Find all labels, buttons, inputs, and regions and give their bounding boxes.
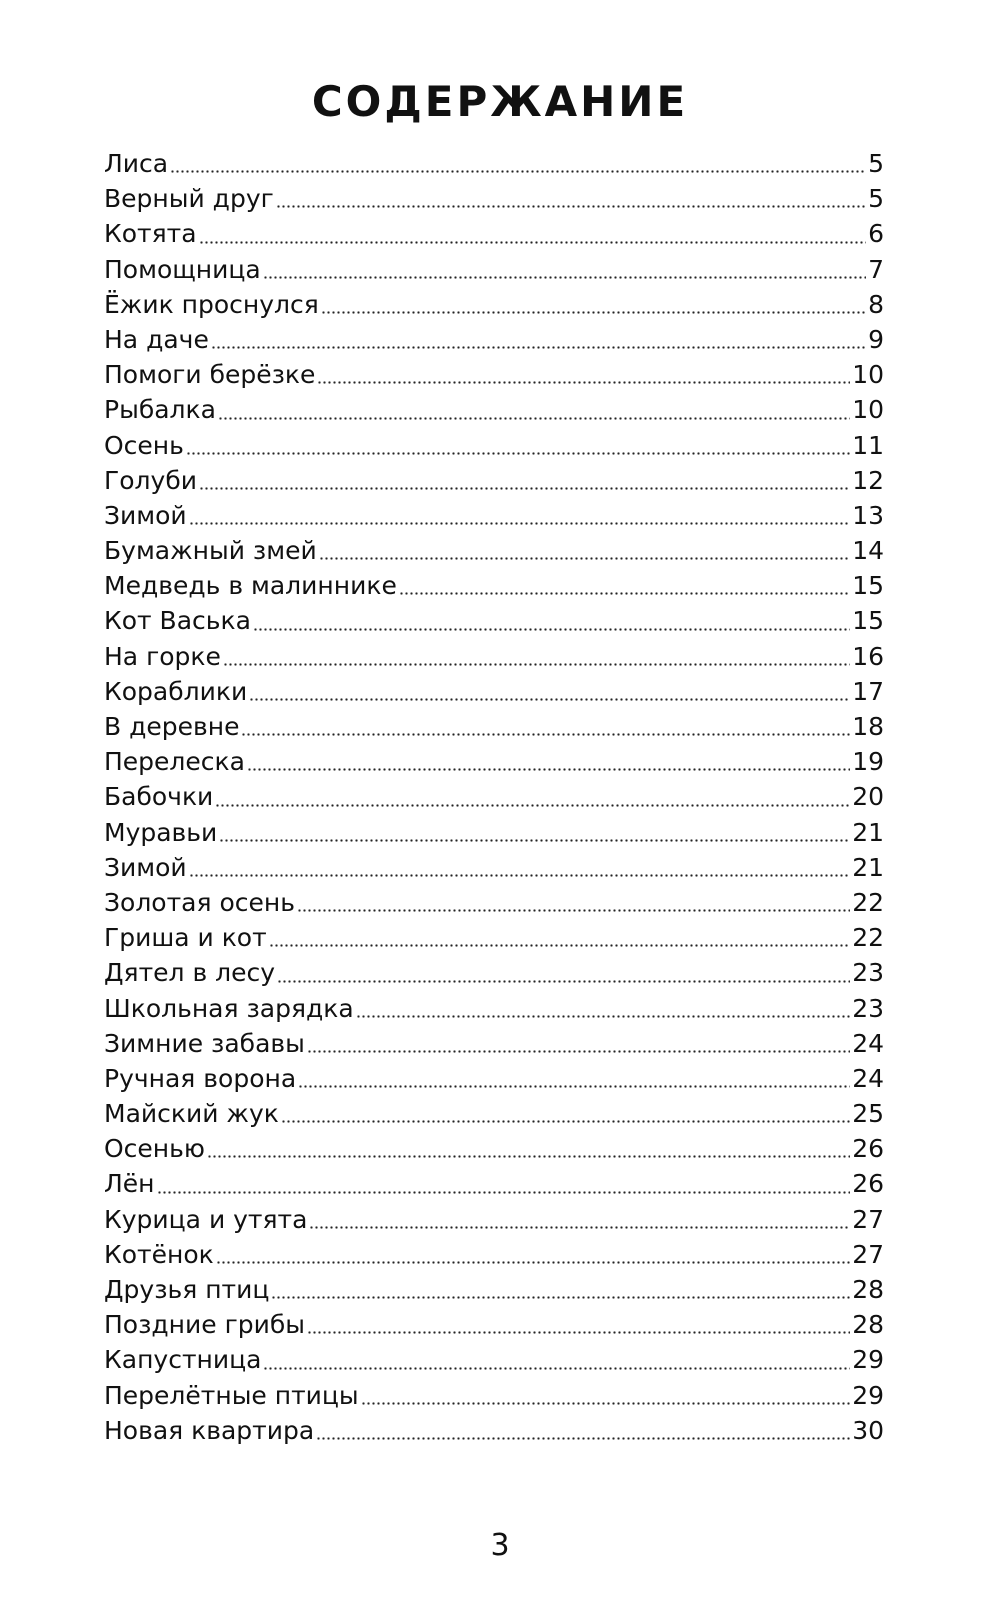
dot-leader: [307, 1331, 850, 1334]
toc-entry-title: Помоги берёзке: [104, 360, 316, 390]
dot-leader: [399, 592, 850, 595]
dot-leader: [321, 311, 866, 314]
toc-entry-page: 8: [868, 289, 884, 319]
toc-entry-page: 24: [852, 1028, 884, 1058]
toc-entry-title: Друзья птиц: [104, 1275, 270, 1304]
toc-entry: [104, 357, 884, 392]
toc-entry: [104, 533, 884, 568]
toc-entry-page: 13: [852, 500, 884, 530]
toc-entry: [104, 463, 884, 498]
toc-entry-page: 21: [852, 817, 884, 847]
toc-entry: [104, 779, 884, 814]
toc-entry: [104, 709, 884, 744]
toc-entry: [104, 744, 884, 779]
toc-entry-page: 29: [852, 1380, 884, 1410]
toc-entry-title: Бабочки: [104, 782, 214, 812]
page-title: СОДЕРЖАНИЕ: [311, 77, 689, 126]
dot-leader: [307, 1050, 850, 1053]
toc-entry-title: Голуби: [104, 465, 197, 495]
toc-entry-page: 30: [852, 1415, 884, 1445]
toc-entry-title: Рыбалка: [104, 395, 216, 425]
toc-entry-title: Капустница: [104, 1345, 262, 1375]
dot-leader: [277, 980, 850, 983]
toc-entry-page: 15: [852, 606, 884, 636]
toc-entry-title: Осень: [104, 430, 184, 460]
dot-leader: [317, 381, 850, 384]
dot-leader: [361, 1402, 851, 1405]
toc-entry-page: 26: [852, 1134, 884, 1164]
dot-leader: [263, 1367, 850, 1370]
toc-entry: [104, 674, 884, 709]
toc-entry: [104, 287, 884, 322]
toc-entry: [104, 1061, 884, 1096]
toc-entry-title: Перелеска: [104, 747, 245, 777]
dot-leader: [241, 733, 850, 736]
dot-leader: [253, 628, 850, 631]
table-of-contents: [104, 146, 884, 1448]
toc-entry-page: 29: [852, 1345, 884, 1375]
dot-leader: [219, 839, 850, 842]
dot-leader: [319, 557, 850, 560]
toc-entry-title: Муравьи: [104, 817, 218, 847]
toc-entry: [104, 146, 884, 181]
dot-leader: [263, 276, 866, 279]
dot-leader: [189, 522, 851, 525]
toc-entry-title: Осенью: [104, 1134, 205, 1164]
toc-entry: [104, 920, 884, 955]
toc-entry: [104, 850, 884, 885]
toc-entry-title: Зимой: [104, 852, 187, 882]
dot-leader: [297, 909, 850, 912]
dot-leader: [211, 346, 866, 349]
toc-entry: [104, 1166, 884, 1201]
dot-leader: [356, 1015, 850, 1018]
toc-entry-title: Помощница: [104, 254, 261, 284]
toc-entry-page: 25: [852, 1099, 884, 1129]
toc-entry-title: Зимой: [104, 500, 187, 530]
toc-entry: [104, 322, 884, 357]
dot-leader: [157, 1191, 851, 1194]
toc-entry-page: 27: [852, 1204, 884, 1234]
toc-entry: [104, 1202, 884, 1237]
toc-entry: [104, 1307, 884, 1342]
toc-entry-page: 10: [852, 395, 884, 425]
toc-entry: [104, 1378, 884, 1413]
toc-entry-title: Кот Васька: [104, 606, 251, 636]
toc-entry-title: Золотая осень: [104, 887, 295, 917]
toc-entry: [104, 1272, 884, 1307]
dot-leader: [223, 663, 850, 666]
dot-leader: [199, 241, 867, 244]
toc-entry-page: 22: [852, 923, 884, 953]
toc-entry: [104, 428, 884, 463]
toc-entry-page: 28: [852, 1275, 884, 1304]
toc-entry: [104, 1413, 884, 1448]
dot-leader: [215, 804, 850, 807]
toc-entry-page: 28: [852, 1310, 884, 1340]
toc-entry-title: Лиса: [104, 149, 169, 178]
dot-leader: [281, 1120, 850, 1123]
toc-entry-title: В деревне: [104, 712, 240, 741]
toc-entry-page: 17: [852, 676, 884, 706]
toc-entry-title: Котята: [104, 219, 197, 249]
toc-entry: [104, 991, 884, 1026]
toc-entry: [104, 216, 884, 251]
toc-entry-title: Курица и утята: [104, 1204, 308, 1234]
toc-entry-title: Бумажный змей: [104, 536, 317, 566]
toc-entry: [104, 885, 884, 920]
toc-entry-title: Ручная ворона: [104, 1063, 297, 1093]
toc-entry: [104, 1131, 884, 1166]
toc-entry: [104, 1237, 884, 1272]
toc-entry-page: 18: [852, 712, 884, 741]
toc-entry: [104, 181, 884, 216]
dot-leader: [316, 1437, 850, 1440]
toc-entry-page: 15: [852, 571, 884, 601]
toc-entry: [104, 639, 884, 674]
dot-leader: [216, 1261, 850, 1264]
toc-entry-page: 23: [852, 958, 884, 988]
toc-entry-page: 11: [852, 430, 884, 460]
toc-entry-page: 26: [852, 1169, 884, 1199]
toc-entry-page: 14: [852, 536, 884, 566]
dot-leader: [199, 487, 850, 490]
toc-entry-title: На горке: [104, 641, 221, 671]
toc-entry-page: 24: [852, 1063, 884, 1093]
toc-entry-title: Школьная зарядка: [104, 993, 354, 1023]
toc-entry-page: 6: [868, 219, 884, 249]
toc-entry: [104, 815, 884, 850]
toc-entry: [104, 1342, 884, 1377]
toc-entry-title: Ёжик проснулся: [104, 289, 319, 319]
page-number: 3: [490, 1528, 510, 1563]
toc-entry-page: 7: [868, 254, 884, 284]
toc-entry-title: Котёнок: [104, 1239, 214, 1269]
toc-entry-page: 23: [852, 993, 884, 1023]
dot-leader: [309, 1226, 850, 1229]
toc-entry-page: 20: [852, 782, 884, 812]
toc-entry: [104, 955, 884, 990]
toc-entry: [104, 1096, 884, 1131]
toc-entry-title: Новая квартира: [104, 1415, 315, 1445]
toc-entry-title: Гриша и кот: [104, 923, 267, 953]
toc-entry-title: Зимние забавы: [104, 1028, 305, 1058]
dot-leader: [170, 170, 866, 173]
toc-entry-page: 16: [852, 641, 884, 671]
dot-leader: [271, 1296, 850, 1299]
dot-leader: [249, 698, 850, 701]
toc-entry-title: На даче: [104, 324, 209, 354]
toc-entry: [104, 1026, 884, 1061]
toc-entry: [104, 568, 884, 603]
toc-entry-page: 5: [868, 149, 884, 178]
toc-entry-title: Перелётные птицы: [104, 1380, 359, 1410]
toc-entry-title: Верный друг: [104, 184, 274, 214]
toc-entry-title: Кораблики: [104, 676, 248, 706]
dot-leader: [189, 874, 851, 877]
dot-leader: [269, 944, 851, 947]
dot-leader: [298, 1085, 850, 1088]
dot-leader: [247, 768, 850, 771]
toc-entry-page: 9: [868, 324, 884, 354]
toc-entry-title: Дятел в лесу: [104, 958, 276, 988]
toc-entry-page: 10: [852, 360, 884, 390]
toc-entry-page: 12: [852, 465, 884, 495]
toc-entry-title: Майский жук: [104, 1099, 279, 1129]
toc-entry-page: 19: [852, 747, 884, 777]
dot-leader: [218, 417, 850, 420]
toc-entry: [104, 252, 884, 287]
toc-entry-page: 27: [852, 1239, 884, 1269]
toc-entry-title: Лён: [104, 1169, 155, 1199]
dot-leader: [207, 1155, 850, 1158]
dot-leader: [276, 205, 866, 208]
toc-entry: [104, 498, 884, 533]
toc-entry-page: 21: [852, 852, 884, 882]
toc-entry-title: Поздние грибы: [104, 1310, 306, 1340]
toc-entry-page: 22: [852, 887, 884, 917]
toc-entry-title: Медведь в малиннике: [104, 571, 397, 601]
toc-entry-page: 5: [868, 184, 884, 214]
toc-entry: [104, 603, 884, 638]
dot-leader: [186, 452, 850, 455]
toc-entry: [104, 392, 884, 427]
